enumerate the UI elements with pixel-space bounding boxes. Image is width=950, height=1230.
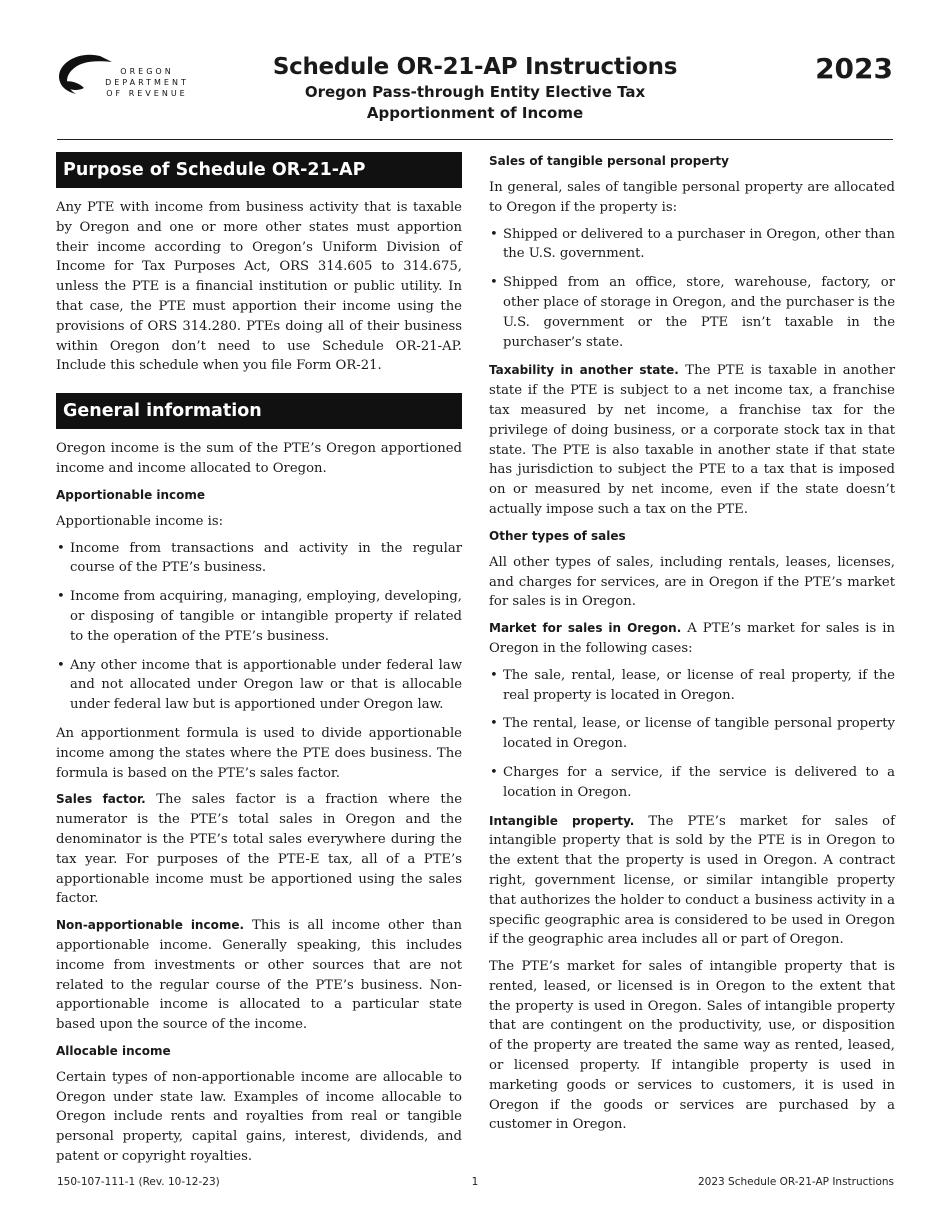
logo-line-1: OREGON — [120, 67, 174, 76]
tangible-property-intro: In general, sales of tangible personal property are allocated to Oregon if the property is: — [489, 180, 895, 215]
page-header — [0, 0, 950, 140]
purpose-paragraph: Any PTE with income from business activity that is taxable by Oregon and one or more other states must apportion their income according to Oregon’s Uniform Division of Income for Tax Purposes Act, ORS 314.605 to 314.675, unless the PTE is a financial institution or public utility. In that case, the PTE must apportion their income using the provisions of ORS 314.280. PTEs doing all of their business within Oregon don’t need to use Schedule OR-21-AP. Include this schedule when you file Form OR-21. — [56, 200, 462, 374]
page-title: Schedule OR-21-AP Instructions — [272, 54, 678, 80]
page-subtitle-2: Apportionment of Income — [366, 104, 584, 122]
right-column — [489, 152, 895, 1142]
left-column — [56, 152, 462, 1174]
taxability-paragraph — [489, 361, 895, 519]
tax-year: 2023 — [815, 52, 893, 85]
non-apportionable-lead: Non-apportionable income. — [56, 918, 245, 933]
taxability-lead: Taxability in another state. — [489, 363, 679, 378]
list-item: • The sale, rental, lease, or license of real property, if the real property is located in Oregon. — [489, 666, 895, 706]
other-sales-paragraph: All other types of sales, including rentals, leases, licenses, and charges for services, are in Oregon if the PTE’s market for sales is in Oregon. — [489, 554, 895, 610]
tangible-property-list — [489, 225, 895, 353]
header-divider — [57, 139, 893, 140]
apportionable-income-heading: Apportionable income — [56, 487, 206, 502]
formula-paragraph: An apportionment formula is used to divide apportionable income among the states where the PTE does business. The formula is based on the PTE’s sales factor. — [56, 725, 462, 781]
page-subtitle-1: Oregon Pass-through Entity Elective Tax — [304, 83, 646, 101]
sales-factor-lead: Sales factor. — [56, 792, 146, 807]
other-sales-heading: Other types of sales — [489, 528, 626, 543]
list-item: • Income from acquiring, managing, employing, developing, or disposing of tangible or intangible property if related to the operation of the PTE’s business. — [56, 587, 462, 646]
market-list — [489, 666, 895, 803]
intangible-lead: Intangible property. — [489, 813, 635, 828]
market-lead: Market for sales in Oregon. — [489, 621, 682, 636]
list-item: • Shipped from an office, store, warehouse, factory, or other place of storage in Oregon, and the purchaser is the U.S. government or the PTE isn’t taxable in the purchaser’s state. — [489, 273, 895, 352]
market-paragraph — [489, 619, 895, 659]
list-item: • Income from transactions and activity in the regular course of the PTE’s business. — [56, 539, 462, 579]
purpose-heading: Purpose of Schedule OR-21-AP — [56, 152, 462, 188]
sales-factor-paragraph — [56, 790, 462, 909]
sales-factor-text: The sales factor is a fraction where the numerator is the PTE’s total sales in Oregon and the denominator is the PTE’s total sales everywhere during the tax year. For purposes of the PTE-E tax, all of a PTE’s apportionable income must be apportioned using the sales factor. — [56, 792, 462, 907]
apportionable-list — [56, 539, 462, 715]
tangible-property-heading: Sales of tangible personal property — [489, 154, 729, 168]
oregon-dor-logo — [56, 52, 196, 102]
allocable-income-paragraph: Certain types of non-apportionable income are allocable to Oregon under state law. Examples of income allocable to Oregon include rents and royalties from real or tangible personal property, capital gains, interest, dividends, and patent or copyright royalties. — [56, 1069, 462, 1165]
intangible-paragraph — [489, 812, 895, 951]
non-apportionable-paragraph — [56, 916, 462, 1035]
list-item: • The rental, lease, or license of tangible personal property located in Oregon. — [489, 714, 895, 754]
intangible-paragraph-2: The PTE’s market for sales of intangible property that is rented, leased, or licensed is in Oregon to the extent that the property is used in Oregon. Sales of intangible property that are contingent on the productivity, use, or disposition of the property are treated the same way as rented, leased, or licensed property. If intangible property is used in marketing goods or services to customers, it is used in Oregon if the goods or services are purchased by a customer in Oregon. — [489, 959, 895, 1133]
general-info-paragraph: Oregon income is the sum of the PTE’s Oregon apportioned income and income allocated to Oregon. — [56, 441, 462, 476]
list-item: • Any other income that is apportionable under federal law and not allocated under Oregon law or that is allocable under federal law but is apportioned under Oregon law. — [56, 656, 462, 715]
logo-line-2: DEPARTMENT — [105, 78, 189, 87]
list-item: • Charges for a service, if the service is delivered to a location in Oregon. — [489, 763, 895, 803]
footer-doc-title: 2023 Schedule OR-21-AP Instructions — [697, 1176, 894, 1188]
market-text: A PTE’s market for sales is in Oregon in the following cases: — [489, 621, 895, 656]
logo-line-3: OF REVENUE — [106, 89, 188, 98]
taxability-text: The PTE is taxable in another state if the PTE is subject to a net income tax, a franchise tax measured by net income, a franchise tax for the privilege of doing business, or a corporate stock tax in that state. The PTE is also taxable in another state if that state has jurisdiction to subject the PTE to a tax that is imposed on or measured by net income, even if the state doesn’t actually impose such a tax on the PTE. — [489, 363, 896, 517]
allocable-income-heading: Allocable income — [56, 1043, 171, 1058]
intangible-text: The PTE’s market for sales of intangible property that is sold by the PTE is in Oregon to the extent that the property is used in Oregon. A contract right, government license, or similar intangible property that authorizes the holder to conduct a business activity in a specific geographic area is considered to be used in Oregon if the geographic area includes all or part of Oregon. — [489, 813, 895, 948]
apportionable-intro: Apportionable income is: — [56, 513, 224, 529]
non-apportionable-text: This is all income other than apportionable income. Generally speaking, this includes income from investments or other sources that are not related to the regular course of the PTE’s business. Non-apportionable income is allocated to a particular state based upon the source of the income. — [56, 918, 463, 1033]
general-info-heading: General information — [56, 393, 462, 429]
form-number: 150-107-111-1 (Rev. 10-12-23) — [57, 1176, 220, 1188]
list-item: • Shipped or delivered to a purchaser in Oregon, other than the U.S. government. — [489, 225, 895, 265]
page-number: 1 — [471, 1176, 479, 1188]
